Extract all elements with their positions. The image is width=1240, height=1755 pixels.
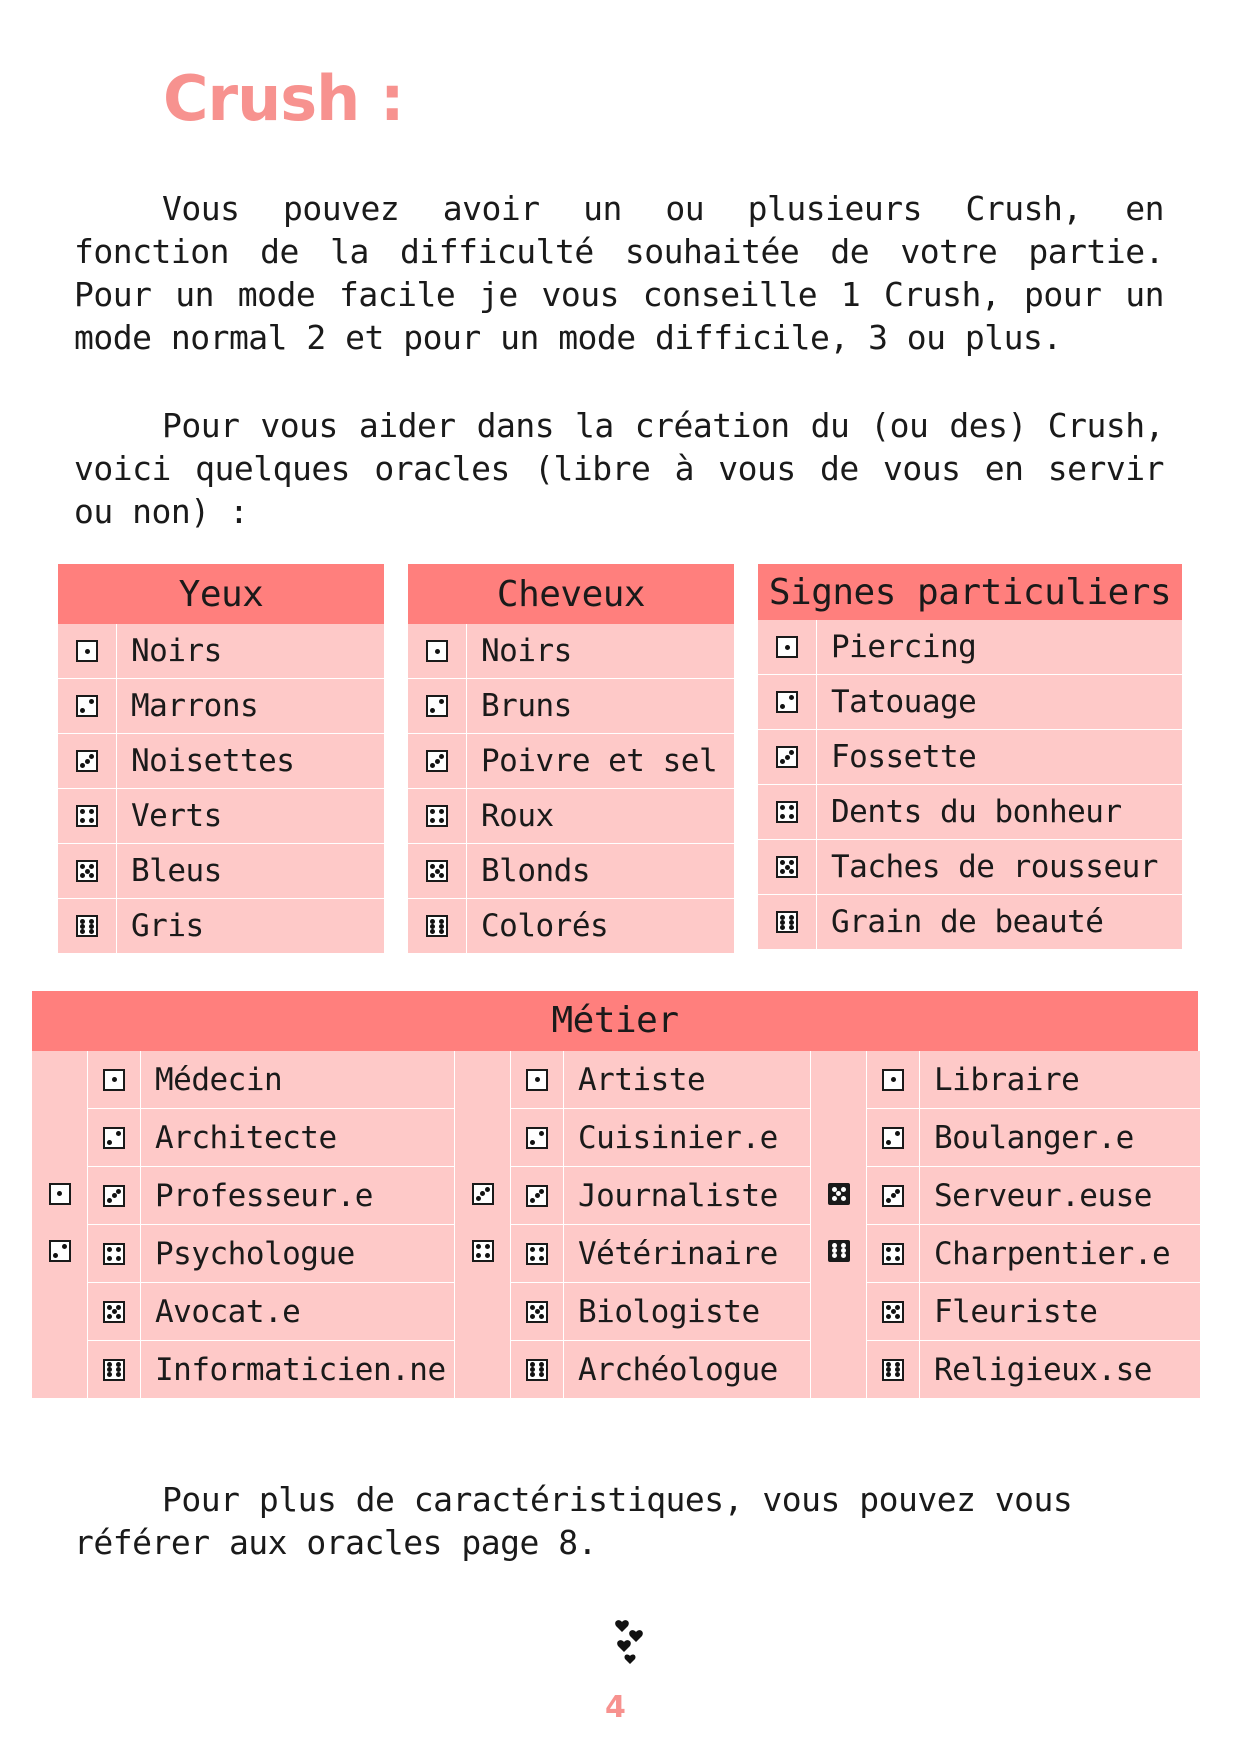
- die-two-icon: [426, 695, 448, 717]
- row-label: Colorés: [467, 899, 734, 953]
- table-row: [58, 789, 384, 844]
- die-four-icon: [426, 805, 448, 827]
- die-cell: [408, 679, 467, 734]
- die-five-icon: [103, 1301, 125, 1323]
- die-cell: [58, 789, 117, 844]
- die-cell: [867, 1109, 920, 1166]
- die-six-icon: [76, 915, 98, 937]
- die-one-icon: [776, 636, 798, 658]
- die-five-icon: [526, 1301, 548, 1323]
- die-two-icon: [776, 691, 798, 713]
- die-cell: [511, 1051, 564, 1108]
- table-row: [88, 1283, 454, 1341]
- row-label: Vétérinaire: [578, 1235, 778, 1272]
- page-title: Crush :: [163, 62, 404, 135]
- die-six-icon: [776, 911, 798, 933]
- closing-paragraph: Pour plus de caractéristiques, vous pouvez vous référer aux oracles page 8.: [74, 1480, 1073, 1562]
- row-label: Marrons: [117, 679, 384, 734]
- group-dice-cell: [811, 1051, 867, 1398]
- die-six-icon: [526, 1359, 548, 1381]
- row-label: Professeur.e: [155, 1177, 373, 1214]
- row-label: Dents du bonheur: [817, 785, 1182, 840]
- die-cell: [408, 734, 467, 789]
- table-row: [88, 1167, 454, 1225]
- table-signes-particuliers: [758, 564, 1182, 949]
- die-cell: [88, 1051, 141, 1108]
- row-label: Bruns: [467, 679, 734, 734]
- die-cell: [758, 675, 817, 730]
- die-cell: [408, 899, 467, 953]
- table-row: [511, 1051, 810, 1109]
- die-cell: [88, 1341, 141, 1398]
- row-label: Fossette: [817, 730, 1182, 785]
- die-five-icon: [882, 1301, 904, 1323]
- row-label: Archéologue: [578, 1351, 778, 1388]
- table-row: [511, 1225, 810, 1283]
- row-label: Journaliste: [578, 1177, 778, 1214]
- die-cell: [511, 1225, 564, 1282]
- table-header: Cheveux: [408, 564, 734, 624]
- table-row: [758, 730, 1182, 785]
- row-label: Roux: [467, 789, 734, 844]
- table-row: [88, 1109, 454, 1167]
- die-three-icon: [776, 746, 798, 768]
- table-row: [867, 1225, 1200, 1283]
- table-row: [58, 899, 384, 953]
- die-cell: [88, 1167, 141, 1224]
- row-label: Cuisinier.e: [578, 1119, 778, 1156]
- die-cell: [867, 1167, 920, 1224]
- die-four-icon: [76, 805, 98, 827]
- row-label: Noirs: [117, 624, 384, 679]
- row-label: Artiste: [578, 1061, 706, 1098]
- die-cell: [511, 1167, 564, 1224]
- table-row: [867, 1283, 1200, 1341]
- row-label: Serveur.euse: [934, 1177, 1152, 1214]
- group-dice-cell: [455, 1051, 511, 1398]
- die-two-icon: [49, 1240, 71, 1262]
- die-cell: [408, 624, 467, 679]
- die-cell: [758, 895, 817, 949]
- die-one-icon: [76, 640, 98, 662]
- row-label: Noisettes: [117, 734, 384, 789]
- die-six-icon: [426, 915, 448, 937]
- row-label: Piercing: [817, 620, 1182, 675]
- die-cell: [867, 1225, 920, 1282]
- die-one-icon: [49, 1183, 71, 1205]
- table-row: [408, 789, 734, 844]
- table-row: [408, 734, 734, 789]
- table-row: [867, 1341, 1200, 1398]
- row-label: Biologiste: [578, 1293, 760, 1330]
- die-six-icon: [882, 1359, 904, 1381]
- die-three-icon: [76, 750, 98, 772]
- die-cell: [58, 734, 117, 789]
- table-header: Yeux: [58, 564, 384, 624]
- table-metier: [32, 991, 1198, 1398]
- table-row: [758, 840, 1182, 895]
- table-header: Signes particuliers: [758, 564, 1182, 620]
- row-label: Poivre et sel: [467, 734, 734, 789]
- row-label: Architecte: [155, 1119, 337, 1156]
- die-four-icon: [472, 1240, 494, 1262]
- die-cell: [867, 1341, 920, 1398]
- table-row: [758, 785, 1182, 840]
- die-cell: [408, 844, 467, 899]
- row-label: Grain de beauté: [817, 895, 1182, 949]
- die-three-icon: [882, 1185, 904, 1207]
- metier-group: [811, 1051, 1200, 1398]
- die-cell: [867, 1283, 920, 1340]
- die-cell: [867, 1051, 920, 1108]
- die-cell: [58, 899, 117, 953]
- die-cell: [758, 840, 817, 895]
- row-label: Avocat.e: [155, 1293, 301, 1330]
- table-row: [408, 899, 734, 953]
- table-cheveux: [408, 564, 734, 953]
- row-label: Gris: [117, 899, 384, 953]
- die-cell: [758, 620, 817, 675]
- table-row: [88, 1051, 454, 1109]
- table-row: [511, 1341, 810, 1398]
- row-label: Psychologue: [155, 1235, 355, 1272]
- die-cell: [511, 1341, 564, 1398]
- row-label: Médecin: [155, 1061, 283, 1098]
- row-label: Libraire: [934, 1061, 1080, 1098]
- die-cell: [58, 624, 117, 679]
- die-five-icon: [776, 856, 798, 878]
- die-two-icon: [76, 695, 98, 717]
- table-row: [58, 844, 384, 899]
- row-label: Blonds: [467, 844, 734, 899]
- table-row: [58, 624, 384, 679]
- die-four-icon: [776, 801, 798, 823]
- row-label: Informaticien.ne: [155, 1351, 446, 1388]
- table-row: [758, 895, 1182, 949]
- die-two-icon: [103, 1127, 125, 1149]
- die-five-icon: [76, 860, 98, 882]
- row-label: Fleuriste: [934, 1293, 1098, 1330]
- die-four-icon: [103, 1243, 125, 1265]
- metier-group: [32, 1051, 455, 1398]
- table-row: [511, 1109, 810, 1167]
- die-six-icon: [828, 1240, 850, 1262]
- row-label: Noirs: [467, 624, 734, 679]
- die-cell: [58, 679, 117, 734]
- table-header: Métier: [32, 991, 1198, 1051]
- die-two-icon: [526, 1127, 548, 1149]
- table-row: [511, 1167, 810, 1225]
- hearts-ornament-icon: [612, 1618, 648, 1672]
- die-one-icon: [882, 1069, 904, 1091]
- die-three-icon: [526, 1185, 548, 1207]
- page-number: 4: [605, 1690, 626, 1725]
- intro-paragraph: Vous pouvez avoir un ou plusieurs Crush, en fonction de la difficulté souhaitée de votre partie. Pour un mode facile je vous conseille 1 Crush, pour un mode normal 2 et pour un mode difficile, 3 ou plus.: [74, 189, 1164, 357]
- row-label: Tatouage: [817, 675, 1182, 730]
- row-label: Boulanger.e: [934, 1119, 1134, 1156]
- die-four-icon: [882, 1243, 904, 1265]
- die-cell: [758, 785, 817, 840]
- die-one-icon: [426, 640, 448, 662]
- table-yeux: [58, 564, 384, 953]
- table-row: [58, 734, 384, 789]
- table-row: [408, 679, 734, 734]
- table-row: [867, 1109, 1200, 1167]
- die-three-icon: [103, 1185, 125, 1207]
- die-cell: [88, 1283, 141, 1340]
- die-three-icon: [472, 1183, 494, 1205]
- oracles-paragraph: Pour vous aider dans la création du (ou des) Crush, voici quelques oracles (libre à vous de vous en servir ou non) :: [74, 406, 1164, 531]
- table-row: [88, 1341, 454, 1398]
- table-row: [867, 1051, 1200, 1109]
- row-label: Verts: [117, 789, 384, 844]
- die-five-icon: [426, 860, 448, 882]
- table-row: [58, 679, 384, 734]
- die-four-icon: [526, 1243, 548, 1265]
- die-six-icon: [103, 1359, 125, 1381]
- table-row: [408, 624, 734, 679]
- row-label: Bleus: [117, 844, 384, 899]
- table-row: [758, 675, 1182, 730]
- die-cell: [88, 1225, 141, 1282]
- die-cell: [88, 1109, 141, 1166]
- die-two-icon: [882, 1127, 904, 1149]
- row-label: Taches de rousseur: [817, 840, 1182, 895]
- table-row: [758, 620, 1182, 675]
- table-row: [408, 844, 734, 899]
- table-row: [511, 1283, 810, 1341]
- die-five-icon: [828, 1183, 850, 1205]
- die-cell: [758, 730, 817, 785]
- group-dice-cell: [32, 1051, 88, 1398]
- die-cell: [511, 1283, 564, 1340]
- die-one-icon: [103, 1069, 125, 1091]
- die-three-icon: [426, 750, 448, 772]
- die-cell: [58, 844, 117, 899]
- die-one-icon: [526, 1069, 548, 1091]
- table-row: [867, 1167, 1200, 1225]
- metier-group: [455, 1051, 811, 1398]
- row-label: Charpentier.e: [934, 1235, 1171, 1272]
- table-row: [88, 1225, 454, 1283]
- die-cell: [408, 789, 467, 844]
- row-label: Religieux.se: [934, 1351, 1152, 1388]
- die-cell: [511, 1109, 564, 1166]
